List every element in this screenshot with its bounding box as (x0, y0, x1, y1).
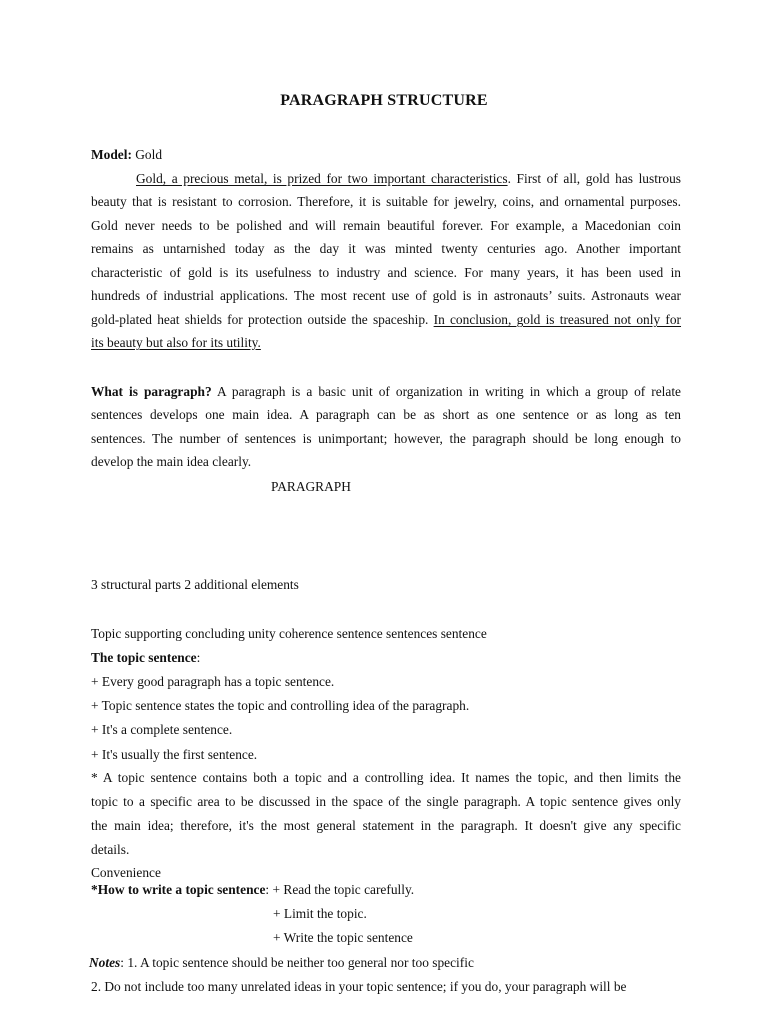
topic-bullet: + It's a complete sentence. (91, 722, 233, 737)
concluding-sentence-underlined-end: its beauty but also for its utility. (91, 335, 261, 350)
gold-paragraph-line-1: Gold, a precious metal, is prized for two important characteristics. First of all, gold has lustrous (136, 171, 681, 186)
topic-note-line-2: topic to a specific area to be discussed in the space of the single paragraph. A topic sentence gives only (91, 794, 681, 809)
notes-line-2: 2. Do not include too many unrelated ideas in your topic sentence; if you do, your paragraph will be (91, 979, 627, 994)
diagram-parts-line: 3 structural parts 2 additional elements (91, 577, 299, 592)
page-title: PARAGRAPH STRUCTURE (280, 92, 488, 109)
topic-bullet: + It's usually the first sentence. (91, 747, 258, 762)
what-is-line-3: sentences. The number of sentences is unimportant; however, the paragraph should be long enough to (91, 431, 681, 446)
gold-paragraph-line-3: Gold never needs to be polished and will remain beautiful forever. For example, a Macedonian coin (91, 218, 681, 233)
topic-note-line-1: * A topic sentence contains both a topic and a controlling idea. It names the topic, and then limits the (91, 770, 681, 785)
convenience-label: Convenience (91, 865, 161, 880)
topic-sentence-underlined: Gold, a precious metal, is prized for two important characteristics (136, 171, 508, 186)
what-is-line-4: develop the main idea clearly. (91, 454, 252, 469)
how-to-step: + Limit the topic. (273, 906, 367, 921)
how-to-label: How to write a topic sentence (97, 882, 266, 897)
what-is-line-1: What is paragraph? A paragraph is a basic unit of organization in writing in which a group of relate (91, 384, 682, 399)
how-to-step: + Write the topic sentence (273, 930, 413, 945)
how-to-line: *How to write a topic sentence: + Read the topic carefully. (91, 882, 415, 897)
topic-bullet: + Every good paragraph has a topic sentence. (91, 674, 335, 689)
notes-line-1: Notes: 1. A topic sentence should be neither too general nor too specific (89, 955, 474, 970)
diagram-elements-line: Topic supporting concluding unity coherence sentence sentences sentence (91, 626, 487, 641)
model-value: Gold (135, 147, 163, 162)
gold-paragraph-line-7: gold-plated heat shields for protection outside the spaceship. In conclusion, gold is treasured not only for (91, 312, 682, 327)
gold-paragraph-line-8 (91, 335, 261, 351)
gold-paragraph-line-4: remains as untarnished today as the day it was minted twenty centuries ago. Another important (91, 241, 681, 256)
topic-sentence-heading: The topic sentence (91, 650, 197, 665)
topic-bullet: + Topic sentence states the topic and controlling idea of the paragraph. (91, 698, 470, 713)
diagram-root-label: PARAGRAPH (271, 479, 351, 494)
topic-note-line-4: details. (91, 842, 130, 857)
notes-label: Notes (89, 955, 121, 970)
topic-note-line-3: the main idea; therefore, it's the most general statement in the paragraph. It doesn't give any specific (91, 818, 681, 833)
gold-paragraph-line-2: beauty that is resistant to corrosion. Therefore, it is suitable for jewelry, coins, and ornamental purposes. (91, 194, 681, 209)
concluding-sentence-underlined: In conclusion, gold is treasured not only for (433, 312, 682, 327)
gold-paragraph-line-5: characteristic of gold is its usefulness to industry and science. For many years, it has been used in (91, 265, 681, 280)
what-is-label: What is paragraph? (91, 384, 212, 399)
gold-paragraph-line-6: hundreds of industrial applications. The most recent use of gold is in astronauts’ suits. Astronauts wear (91, 288, 681, 303)
topic-sentence-heading-line: The topic sentence: (91, 650, 201, 665)
what-is-line-2: sentences develops one main idea. A paragraph can be as short as one sentence or as long as ten (91, 407, 681, 422)
model-line (91, 147, 162, 163)
model-label: Model: (91, 147, 132, 162)
